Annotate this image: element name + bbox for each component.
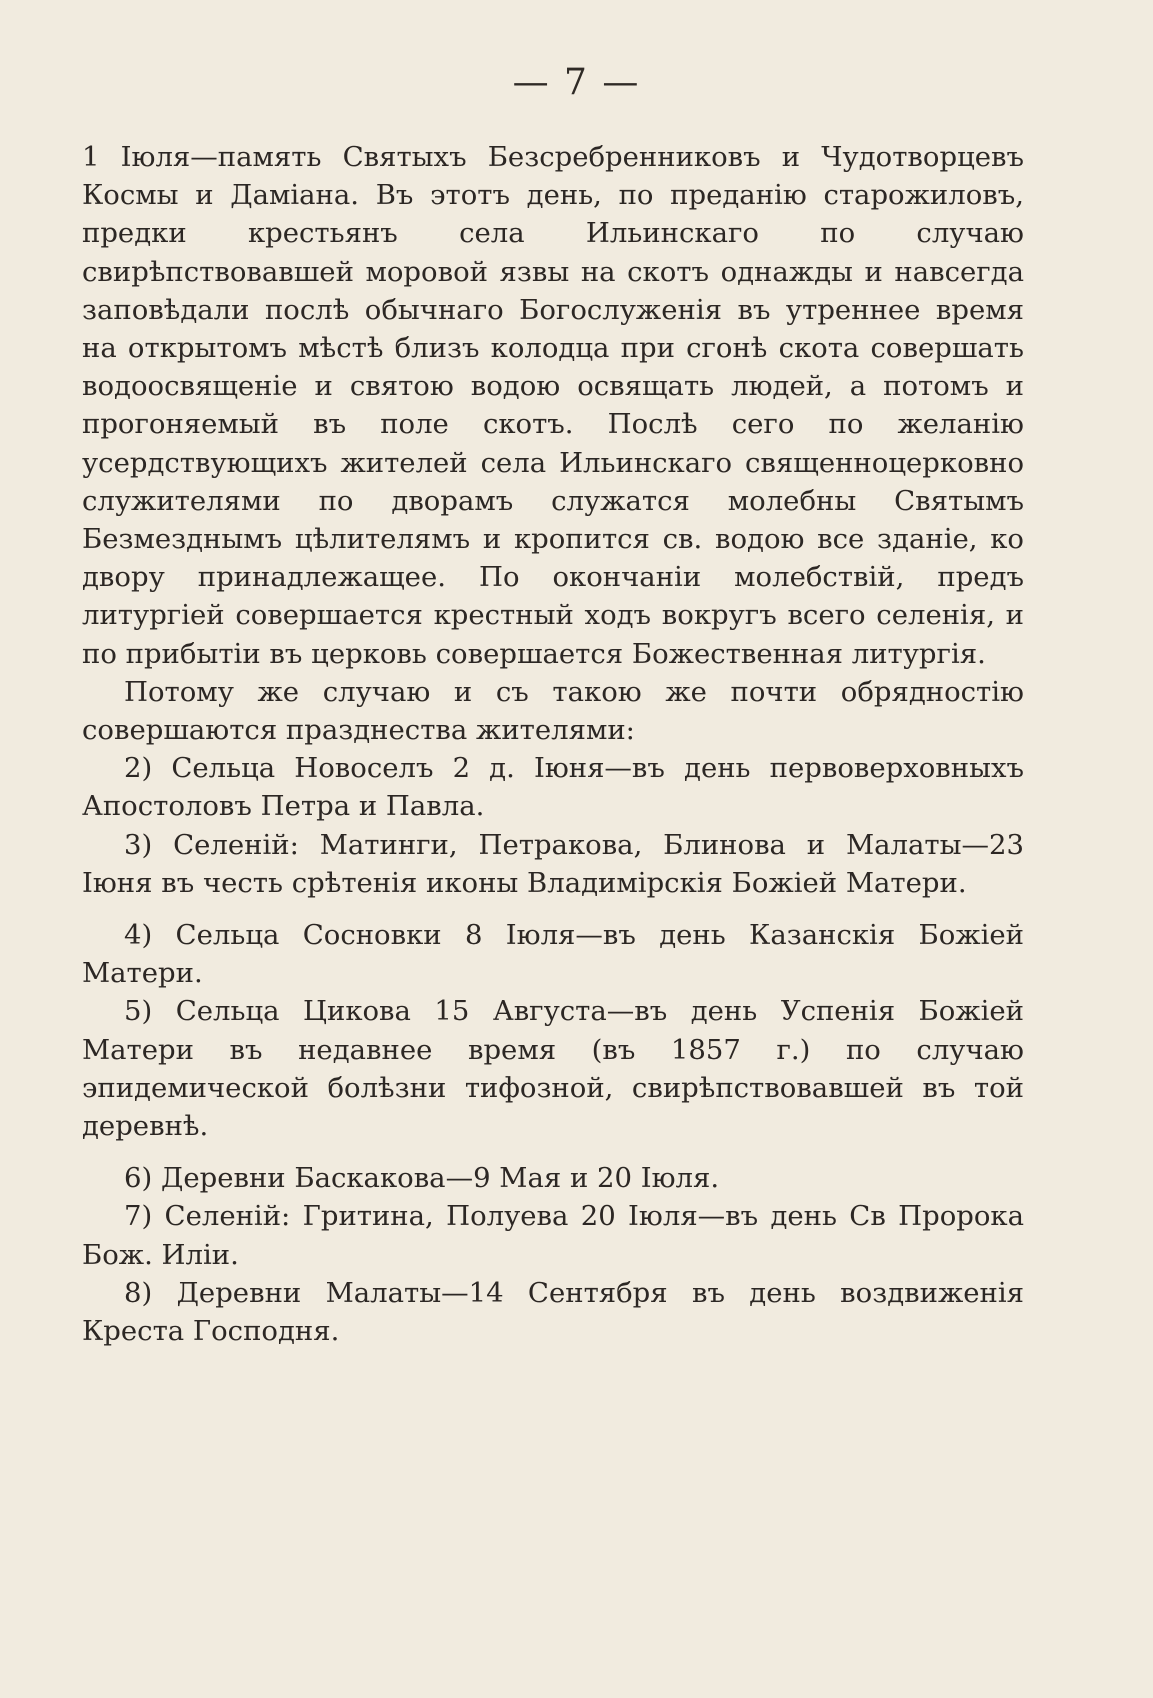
list-item-malaty: 8) Деревни Малаты—14 Сентября въ день воздвиженія Креста Господня. (82, 1276, 1024, 1348)
page-number: — 7 — (512, 62, 641, 103)
list-item-tsikova: 5) Сельца Цикова 15 Августа—въ день Успенія Божіей Матери въ недавнее время (въ 1857 г.) по случаю эпидемической болѣзни тифозной, свирѣпствовавшей въ той деревнѣ. (82, 995, 1024, 1143)
list-item-novosel: 2) Сельца Новоселъ 2 д. Іюня—въ день первоверховныхъ Апостоловъ Петра и Павла. (82, 752, 1024, 823)
page-body (82, 138, 1024, 1350)
paragraph-same-rite-intro: Потому же случаю и съ такою же почти обрядностію совершаются празднества жителями: (82, 675, 1024, 747)
paragraph-july-1: 1 Іюля—память Святыхъ Безсребренниковъ и Чудотворцевъ Космы и Даміана. Въ этотъ день, по преданію старожиловъ, предки крестьянъ села Ильинскаго по случаю свирѣпствовавшей моровой язвы на скотъ однажды и навсегда заповѣдали послѣ обычнаго Богослуженія въ утреннее время на открытомъ мѣстѣ близъ колодца при сгонѣ скота совершать водоосвященіе и святою водою освящать людей, а потомъ и прогоняемый въ поле скотъ. Послѣ сего по желанію усердствующихъ жителей села Ильинскаго священноцерковно служителями по дворамъ служатся молебны Святымъ Безмезднымъ цѣлителямъ и кропится св. водою все зданіе, ко двору принадлежащее. По окончаніи молебствій, предъ литургіей совершается крестный ходъ вокругъ всего селенія, и по прибытіи въ церковь совершается Божественная литургія. (82, 141, 1024, 670)
list-item-baskakova: 6) Деревни Баскакова—9 Мая и 20 Іюля. (124, 1162, 720, 1195)
list-item-gritina: 7) Селеній: Гритина, Полуева 20 Іюля—въ день Св Пророка Бож. Иліи. (82, 1200, 1024, 1271)
list-item-sosnovki: 4) Сельца Сосновки 8 Іюля—въ день Казанскія Божіей Матери. (82, 919, 1024, 990)
list-item-matingi: 3) Селеній: Матинги, Петракова, Блинова и Малаты—23 Іюня въ честь срѣтенія иконы Владимірскія Божіей Матери. (82, 828, 1024, 899)
